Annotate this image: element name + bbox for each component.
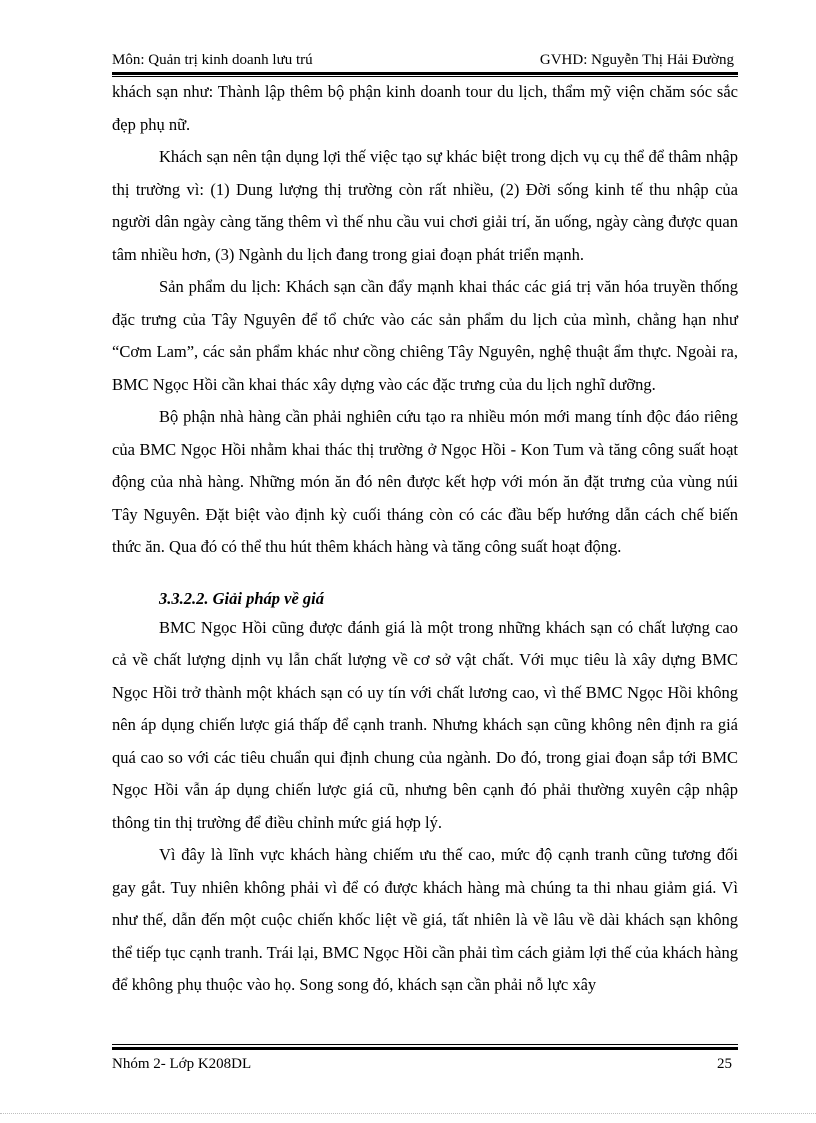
paragraph-price-strategy: BMC Ngọc Hồi cũng được đánh giá là một trong những khách sạn có chất lượng cao cả về chất lượng dịnh vụ lẫn chất lượng về cơ sở vật chất. Với mục tiêu là xây dựng BMC Ngọc Hồi trở thành một khách sạn có uy tín với chất lương cao, vì thế BMC Ngọc Hồi không nên áp dụng chiến lược giá thấp để cạnh tranh. Nhưng khách sạn cũng không nên định ra giá quá cao so với các tiêu chuẩn qui định chung của ngành. Do đó, trong giai đoạn sắp tới BMC Ngọc Hồi vẫn áp dụng chiến lược giá cũ, nhưng bên cạnh đó phải thường xuyên cập nhập thông tin thị trường để điều chỉnh mức giá hợp lý.: [112, 617, 738, 832]
page-bottom-edge: [0, 1113, 816, 1114]
footer-rule-thick: [112, 1047, 738, 1050]
page-number: 25: [717, 1056, 732, 1072]
header-rule-thick: [112, 72, 738, 75]
footer-rule-thin: [112, 1044, 738, 1045]
section-heading-price: 3.3.2.2. Giải pháp về giá: [159, 588, 324, 608]
footer-group: Nhóm 2- Lớp K208DL: [112, 1056, 252, 1072]
paragraph-competition: Vì đây là lĩnh vực khách hàng chiếm ưu thế cao, mức độ cạnh tranh cũng tương đối gay gắt. Tuy nhiên không phải vì để có được khách hàng mà chúng ta thi nhau giảm giá. Vì như thế, dẫn đến một cuộc chiến khốc liệt về giá, tất nhiên là về lâu về dài khách sạn không thể tiếp tục cạnh tranh. Trái lại, BMC Ngọc Hồi cần phải tìm cách giảm lợi thế của khách hàng để không phụ thuộc vào họ. Song song đó, khách sạn cần phải nỗ lực xây: [112, 845, 738, 994]
paragraph-restaurant: Bộ phận nhà hàng cần phải nghiên cứu tạo ra nhiều món mới mang tính độc đáo riêng của BMC Ngọc Hồi nhằm khai thác thị trường ở Ngọc Hồi - Kon Tum và tăng công suất hoạt động của nhà hàng. Những món ăn đó nên được kết hợp với món ăn đặt trưng của vùng núi Tây Nguyên. Đặt biệt vào định kỳ cuối tháng còn có các đầu bếp hướng dẫn cách chế biến thức ăn. Qua đó có thể thu hút thêm khách hàng và tăng công suất hoạt động.: [112, 407, 738, 556]
paragraph-tourism-products: Sản phẩm du lịch: Khách sạn cần đẩy mạnh khai thác các giá trị văn hóa truyền thống đặc trưng của Tây Nguyên để tổ chức vào các sản phẩm du lịch của mình, chẳng hạn như “Cơm Lam”, các sản phẩm khác như cồng chiêng Tây Nguyên, nghệ thuật ẩm thực. Ngoài ra, BMC Ngọc Hồi cần khai thác xây dựng vào các đặc trưng của du lịch nghĩ dưỡng.: [112, 277, 738, 394]
document-body: [112, 76, 738, 1002]
header-course: Môn: Quản trị kinh doanh lưu trú: [112, 52, 313, 68]
page-header: [112, 50, 736, 72]
paragraph-continued: khách sạn như: Thành lập thêm bộ phận kinh doanh tour du lịch, thẩm mỹ viện chăm sóc sắc đẹp phụ nữ.: [112, 82, 738, 134]
header-advisor: GVHD: Nguyễn Thị Hải Đường: [539, 52, 734, 68]
paragraph-market-penetration: Khách sạn nên tận dụng lợi thế việc tạo sự khác biệt trong dịch vụ cụ thể để thâm nhập thị trường vì: (1) Dung lượng thị trường còn rất nhiều, (2) Đời sống kinh tế thu nhập của người dân ngày càng tăng thêm vì thế nhu cầu vui chơi giải trí, ăn uống, ngày càng được quan tâm nhiều hơn, (3) Ngành du lịch đang trong giai đoạn phát triển mạnh.: [112, 147, 738, 264]
